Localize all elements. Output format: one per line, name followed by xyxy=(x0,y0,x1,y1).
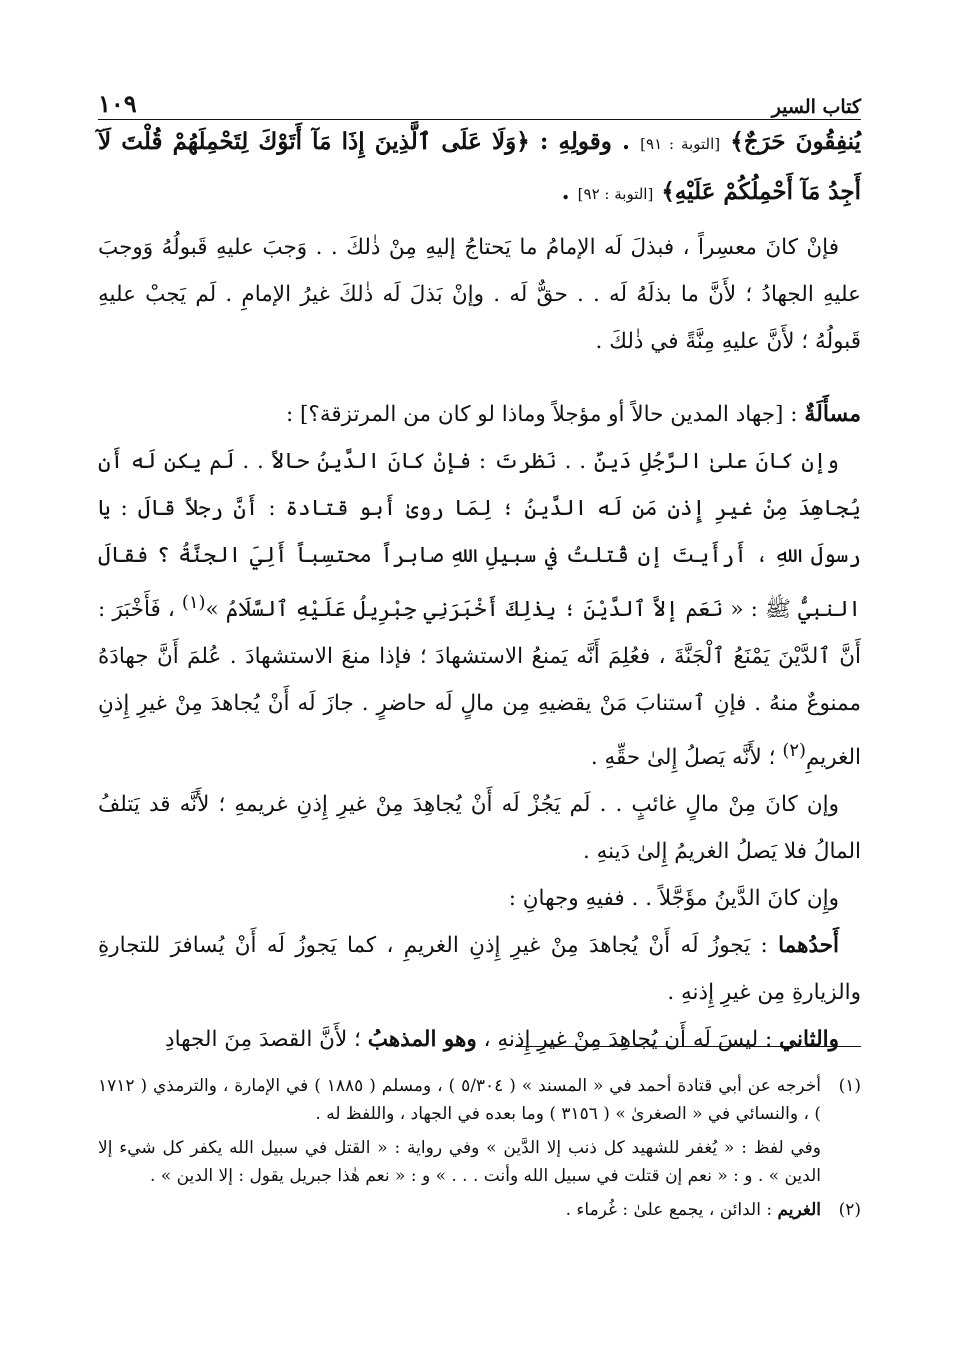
main-text xyxy=(98,118,861,1063)
madhhab-emphasis: وهو المذهبُ xyxy=(367,1027,477,1053)
page-header xyxy=(98,82,861,118)
footnote-ref-1[interactable]: (١) xyxy=(181,592,206,613)
section-heading xyxy=(98,391,861,438)
second-view-label: والثاني xyxy=(779,1027,839,1053)
quran-end: . xyxy=(561,178,570,205)
footnote-body-1 xyxy=(98,1072,821,1190)
footnote-2 xyxy=(98,1196,861,1224)
quran-verse-2: . وقولِهِ : ﴿وَلَا عَلَى ٱلَّذِينَ إِذَا مَآ أَتَوْكَ لِتَحْمِلَهُمْ قُلْتَ لَآ أَجِدُ مَآ أَحْمِلُكُمْ عَلَيْهِ﴾ xyxy=(98,128,861,205)
footnote-1 xyxy=(98,1072,861,1190)
quran-verse-1: يُنفِقُونَ حَرَجٌ﴾ xyxy=(730,128,862,155)
footnote-text-1: أخرجه عن أبي قتادة أحمد في « المسند » ( ٥/٣٠٤ ) ، ومسلم ( ١٨٨٥ ) في الإمارة ، والترمذي ( ١٧١٢ ) ، والنسائي في « الصغرىٰ » ( ٣١٥٦ ) وما بعده في الجهاد ، واللفظ له . xyxy=(98,1076,821,1124)
footnote-ref-2[interactable]: (٢) xyxy=(782,740,806,762)
first-view-text: : يَجوزُ لَه أَنْ يُجاهدَ مِنْ غيرِ إِذنِ الغريمِ ، كما يَجوزُ لَه أَنْ يُسافرَ للتجارةِ والزيارةِ مِن غيرِ إِذنهِ . xyxy=(98,933,861,1006)
paragraph-insolvent: فإنْ كانَ معسِراً ، فبذلَ لَه الإمامُ ما يَحتاجُ إليهِ مِنْ ذٰلكَ . . وَجبَ عليهِ قَبولُهُ وَوجبَ عليهِ الجهادُ ؛ لأَنَّ ما بذلَهُ لَه . . حقٌّ لَه . وإنْ بَذلَ لَه ذٰلكَ غيرُ الإمامِ . لَم يَجبْ عليهِ قَبولُهُ ؛ لأَنَّ عليهِ مِنَّةً في ذٰلكَ . xyxy=(98,235,861,354)
debt-text-c: ؛ لأَنَّه يَصلُ إِلىٰ حقِّهِ . xyxy=(590,745,783,771)
footnote-term: الغريم xyxy=(777,1200,821,1220)
footnote-definition: : الدائن ، يجمع علىٰ : غُرماء . xyxy=(565,1200,778,1220)
footnote-number-1: (١) xyxy=(838,1076,861,1096)
verse-reference-1: [التوبة : ٩١] xyxy=(640,135,721,153)
verse-reference-2: [التوبة : ٩٢] xyxy=(577,185,654,203)
footnotes xyxy=(98,1072,861,1230)
first-view-label: أَحدُهما xyxy=(778,933,839,959)
running-head: كتاب السير xyxy=(771,96,861,118)
debt-text-a: وإن كانَ علىٰ الرَّجُلِ دَينٌ . . نَظرتَ : فإنْ كانَ الدَّينُ حالاً . . لَم يكن لَه أَن يُجاهِدَ مِنْ غيرِ إِذنِ مَن لَه الدَّينُ ؛ لِمَا روىٰ أَبو قتادة : أَنَّ رجلاً قالَ : يا رسولَ اللهِ ، أَرأَيتَ إن قُتلتُ في سبيلِ اللهِ صابراً محتسِباً أَلِيَ الجنَّةُ ؟ فقالَ النبيُّ ﷺ : « نَعَم إلاَّ ٱلدَّيْنَ ؛ بِذٰلِكَ أَخْبَرَنِي جِبْرِيلُ عَلَيْهِ ٱلسَّلَامُ » xyxy=(98,449,862,623)
second-view-text-a: : ليسَ لَه أَن يُجاهِدَ مِنْ غيرِ إِذنهِ ، xyxy=(476,1027,780,1053)
paragraph-debt xyxy=(98,438,861,781)
page-number: ١٠٩ xyxy=(98,89,137,118)
debt-text-b: ، فَأَخْبَرَ : أَنَّ ٱلدَّيْنَ يَمْنَعُ ٱلْجَنَّةَ ، فعُلِمَ أَنَّه يَمنعُ الاستشهادَ ؛ فإذا منعَ الاستشهادَ . عُلمَ أَنَّ جهادَهُ ممنوعٌ منهُ . فإنِ ٱستنابَ مَنْ يقضيهِ مِن مالٍ لَه حاضرٍ . جازَ لَه أَنْ يُجاهدَ مِنْ غيرِ إِذنِ الغريمِ xyxy=(98,597,861,771)
footnote-number-2: (٢) xyxy=(838,1200,861,1220)
section-label: مسأَلَةٌ xyxy=(804,401,861,427)
footnote-separator xyxy=(515,1046,861,1047)
section-title: : [جهاد المدين حالاً أو مؤجلاً وماذا لو كان من المرتزقة؟] : xyxy=(285,402,798,427)
paragraph-deferred-debt: وإِن كانَ الدَّينُ مؤَجَّلاً . . ففيهِ وجهانِ : xyxy=(508,886,839,912)
footnote-body-2 xyxy=(98,1196,821,1224)
section-gap xyxy=(98,365,861,391)
paragraph-first-view xyxy=(98,922,861,1016)
footnote-text-2 xyxy=(98,1196,821,1224)
quran-citation xyxy=(98,118,861,218)
paragraph-second-view xyxy=(98,1016,861,1063)
paragraph-absent-wealth: وإن كانَ مِنْ مالٍ غائبٍ . . لَم يَجُزْ لَه أَنْ يُجاهِدَ مِنْ غيرِ إِذنِ غريمهِ ؛ لأَنَّه قد يَتلفُ المالُ فلا يَصلُ الغريمُ إِلىٰ دَينهِ . xyxy=(98,792,861,865)
footnote-text-1b: وفي لفظ : « يُغفر للشهيد كل ذنب إلا الدَّين » وفي رواية : « القتل في سبيل الله يكفر كل شيء إلا الدين » . و : « نعم إن قتلت في سبيل الله وأنت . . . » و : « نعم هٰذا جبريل يقول : إلا الدين » . xyxy=(98,1138,821,1186)
second-view-text-b: ؛ لأَنَّ القصدَ مِنَ الجهادِ xyxy=(165,1027,368,1053)
